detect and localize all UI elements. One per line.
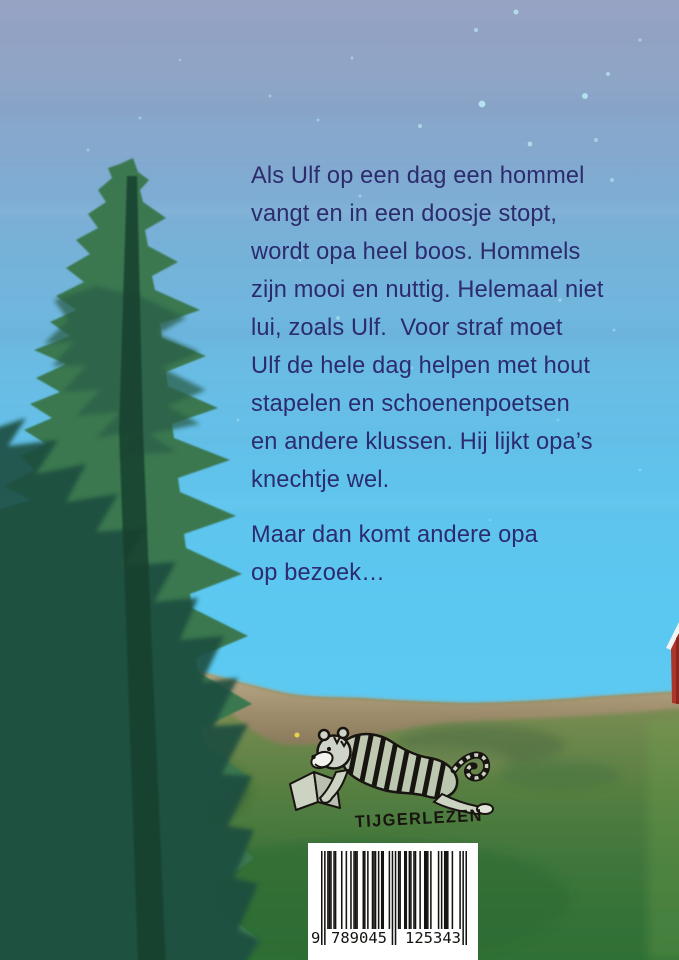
blurb-line: Maar dan komt andere opa (251, 522, 538, 548)
isbn-barcode (308, 843, 478, 960)
isbn-digit-group: 9 (311, 929, 321, 947)
logo-brand-text: TIJGERLEZEN (354, 805, 489, 832)
blurb-line: op bezoek… (251, 560, 385, 586)
blurb-line: en andere klussen. Hij lijkt opa’s (251, 429, 593, 455)
blurb-line: vangt en in een doosje stopt, (251, 201, 558, 227)
tijgerlezen-logo (282, 722, 502, 834)
blurb-paragraph (251, 516, 604, 592)
blurb-paragraph (251, 157, 604, 499)
blurb-line: wordt opa heel boos. Hommels (251, 239, 581, 265)
isbn-digit-group: 789045 (331, 929, 387, 947)
blurb-line: stapelen en schoenenpoetsen (251, 391, 570, 417)
blurb-line: Als Ulf op een dag een hommel (251, 163, 585, 189)
blurb-line: Ulf de hele dag helpen met hout (251, 353, 591, 379)
blurb-line: zijn mooi en nuttig. Helemaal niet (251, 277, 604, 303)
blurb (251, 157, 604, 592)
blurb-line: lui, zoals Ulf. Voor straf moet (251, 315, 563, 341)
isbn-digit-group: 125343 (405, 929, 461, 947)
blurb-line: knechtje wel. (251, 467, 390, 493)
